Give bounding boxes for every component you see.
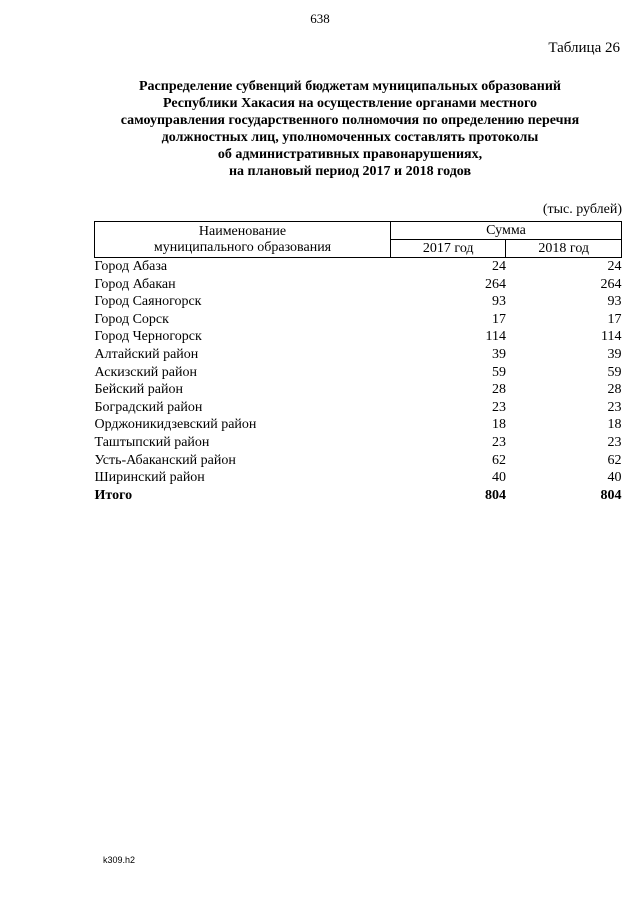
total-row — [95, 487, 622, 505]
value-2018: 93 — [607, 294, 622, 310]
municipality-name: Боградский район — [94, 399, 203, 415]
municipality-name: Город Саяногорск — [94, 294, 202, 310]
table-row — [95, 364, 622, 382]
value-2017: 93 — [491, 294, 506, 310]
document-title — [60, 78, 640, 180]
value-2017: 59 — [491, 364, 506, 380]
value-2018: 23 — [607, 434, 622, 450]
value-2018: 24 — [607, 259, 622, 274]
header-name — [95, 222, 391, 258]
table-row — [95, 452, 622, 470]
value-2018: 39 — [607, 346, 622, 362]
value-2018: 23 — [607, 399, 622, 415]
header-name-line1: Наименование — [198, 224, 287, 239]
table-row — [95, 399, 622, 417]
value-2017: 804 — [484, 487, 506, 503]
value-2017: 23 — [491, 399, 506, 415]
header-year-2018: 2018 год — [506, 240, 622, 258]
municipality-name: Город Черногорск — [94, 329, 202, 345]
value-2017: 23 — [491, 434, 506, 450]
table-row — [95, 416, 622, 434]
value-2017: 40 — [491, 470, 506, 486]
header-name-line2: муниципального образования — [153, 240, 332, 255]
header-sum: Сумма — [391, 222, 622, 240]
title-line: должностных лиц, уполномоченных составлять протоколы — [161, 130, 539, 145]
title-line: самоуправления государственного полномочия по определению перечня — [120, 113, 580, 128]
value-2018: 18 — [607, 417, 622, 433]
value-2017: 114 — [485, 329, 506, 345]
title-line: Республики Хакасия на осуществление органами местного — [163, 96, 537, 111]
value-2017: 17 — [491, 311, 506, 327]
municipality-name: Орджоникидзевский район — [94, 417, 257, 433]
municipality-name: Алтайский район — [94, 346, 199, 362]
value-2017: 24 — [491, 259, 506, 274]
title-line: на плановый период 2017 и 2018 годов — [228, 164, 472, 179]
table-row — [95, 346, 622, 364]
table-row — [95, 293, 622, 311]
table-row — [95, 276, 622, 294]
value-2018: 804 — [600, 487, 622, 503]
value-2018: 28 — [607, 382, 622, 398]
value-2017: 62 — [491, 452, 506, 468]
title-line: Распределение субвенций бюджетам муниципальных образований — [139, 79, 561, 94]
title-line: об административных правонарушениях, — [217, 147, 483, 162]
value-2017: 264 — [484, 276, 506, 292]
value-2018: 114 — [601, 329, 622, 345]
page-number: 638 — [310, 11, 330, 26]
value-2018: 17 — [607, 311, 622, 327]
table-row — [95, 258, 622, 276]
table-label: Таблица 26 — [548, 40, 620, 56]
municipality-name: Аскизский район — [94, 364, 197, 380]
header-year-2017: 2017 год — [391, 240, 506, 258]
units-note: (тыс. рублей) — [542, 202, 622, 217]
table-row — [95, 328, 622, 346]
value-2018: 40 — [607, 470, 622, 486]
value-2018: 59 — [607, 364, 622, 380]
municipality-name: Ширинский район — [94, 470, 205, 486]
table-row — [95, 434, 622, 452]
value-2018: 62 — [607, 452, 622, 468]
municipality-name: Город Сорск — [94, 311, 169, 327]
table-row — [95, 381, 622, 399]
municipality-name: Бейский район — [94, 382, 183, 398]
footer-code: k309.h2 — [103, 855, 136, 865]
table-row — [95, 311, 622, 329]
table-body — [95, 258, 622, 505]
municipality-name: Город Абакан — [94, 276, 176, 292]
municipality-name: Итого — [94, 487, 133, 503]
table-row — [95, 469, 622, 487]
value-2018: 264 — [600, 276, 622, 292]
value-2017: 39 — [491, 346, 506, 362]
municipality-name: Таштыпский район — [94, 434, 210, 450]
municipality-name: Усть-Абаканский район — [94, 452, 236, 468]
value-2017: 28 — [491, 382, 506, 398]
subventions-table — [94, 221, 622, 504]
value-2017: 18 — [491, 417, 506, 433]
municipality-name: Город Абаза — [94, 259, 168, 274]
